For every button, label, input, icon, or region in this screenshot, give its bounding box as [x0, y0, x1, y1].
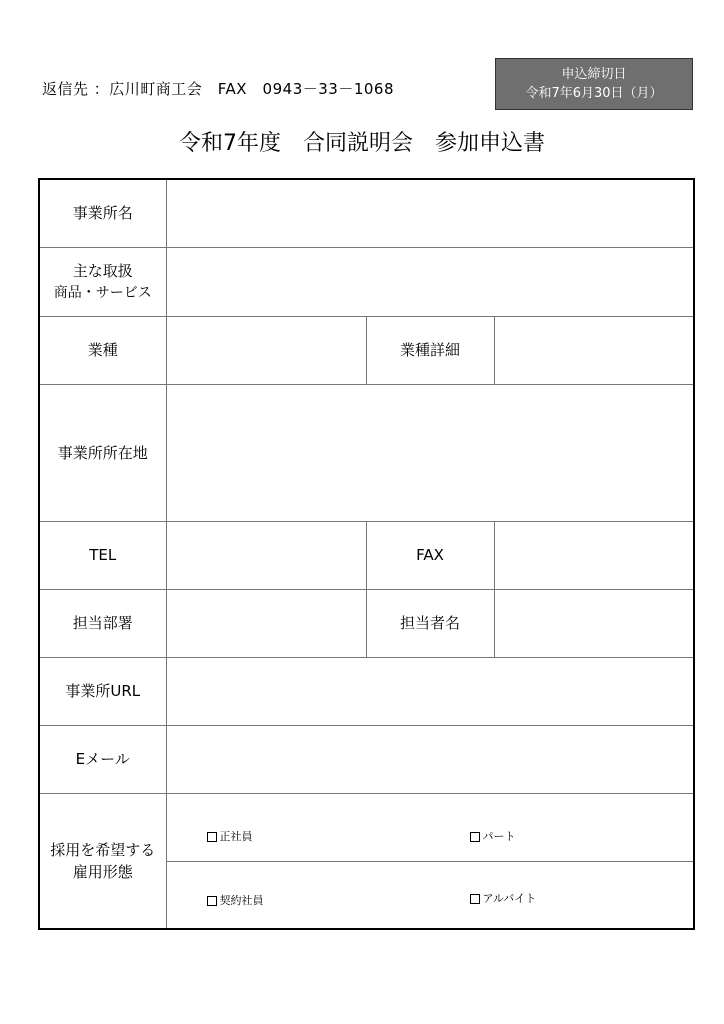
checkbox-square-icon: [207, 832, 217, 842]
department-label: 担当部署: [39, 589, 166, 657]
employment-options-row1: [166, 793, 694, 861]
email-label: Eメール: [39, 725, 166, 793]
main-products-field[interactable]: [166, 247, 694, 316]
main-products-label-line2: 商品・サービス: [53, 284, 152, 301]
address-label: 事業所所在地: [39, 384, 166, 521]
arbeit-label: アルバイト: [482, 891, 537, 905]
checkbox-square-icon: [470, 894, 480, 904]
address-field[interactable]: [166, 384, 694, 521]
reply-to-header: 返信先 ：広川町商工会 FAX 0943－33－1068: [42, 80, 394, 98]
deadline-label: 申込締切日: [561, 67, 627, 82]
employment-type-label: [39, 793, 166, 929]
contact-person-label: 担当者名: [366, 589, 494, 657]
fulltime-checkbox[interactable]: [207, 826, 253, 848]
employment-options-row2: [166, 861, 694, 929]
checkbox-square-icon: [470, 832, 480, 842]
employment-type-label-line2: 雇用形態: [72, 862, 133, 881]
fulltime-label: 正社員: [219, 830, 253, 843]
industry-detail-field[interactable]: [494, 316, 694, 384]
department-field[interactable]: [166, 589, 366, 657]
industry-field[interactable]: [166, 316, 366, 384]
tel-field[interactable]: [166, 521, 366, 589]
main-products-label: [39, 247, 166, 316]
contract-checkbox[interactable]: [207, 890, 264, 912]
industry-detail-label: 業種詳細: [366, 316, 494, 384]
fax-label: FAX: [366, 521, 494, 589]
page-title: 令和7年度 合同説明会 参加申込書: [179, 131, 545, 156]
contact-person-field[interactable]: [494, 589, 694, 657]
fax-field[interactable]: [494, 521, 694, 589]
parttime-label: パート: [482, 830, 516, 843]
industry-label: 業種: [39, 316, 166, 384]
email-field[interactable]: [166, 725, 694, 793]
application-form: [38, 178, 695, 930]
parttime-checkbox[interactable]: [470, 826, 516, 848]
employment-type-label-line1: 採用を希望する: [50, 840, 156, 859]
contract-label: 契約社員: [219, 893, 264, 907]
deadline-date: 令和7年6月30日（月）: [525, 86, 663, 101]
tel-label: TEL: [39, 521, 166, 589]
company-name-field[interactable]: [166, 179, 694, 247]
checkbox-square-icon: [207, 896, 217, 906]
url-field[interactable]: [166, 657, 694, 725]
url-label: 事業所URL: [39, 657, 166, 725]
arbeit-checkbox[interactable]: [470, 888, 537, 910]
main-products-label-line1: 主な取扱: [72, 261, 133, 280]
company-name-label: 事業所名: [39, 179, 166, 247]
deadline-box: [495, 58, 693, 110]
